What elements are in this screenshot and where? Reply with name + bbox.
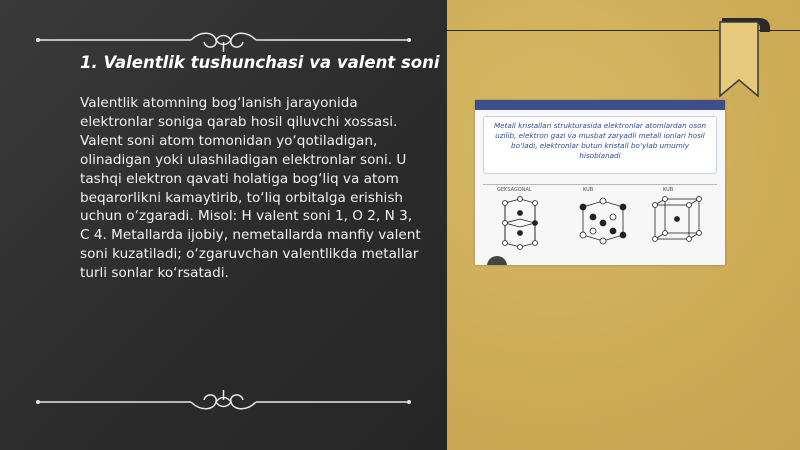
lattice-label: KUB (663, 187, 674, 193)
lattice-diagrams (475, 195, 725, 265)
slide-title: 1. Valentlik tushunchasi va valent soni (80, 53, 440, 72)
bookmark-ribbon-icon (712, 18, 772, 98)
figure-caption: Metall kristallari strukturasida elektronlar atomlardan oson uzilib, elektron gazi va musbat zaryadli metall ionlari hosil bo‘ladi, elektronlar butun kristall bo‘ylab umumiy hisoblanadi (483, 116, 717, 174)
figure-header-strip (475, 100, 725, 110)
top-ornament-icon (36, 28, 411, 52)
fcc-lattice-icon (580, 198, 626, 244)
crystal-figure (475, 100, 725, 265)
hexagonal-lattice-icon (503, 197, 538, 250)
lattice-label: KUB (583, 187, 594, 193)
figure-divider (483, 184, 717, 185)
slide-body: Valentlik atomning bog‘lanish jarayonida elektronlar soniga qarab hosil qiluvchi xossasi. Valent soni atom tomonidan yo‘qotiladigan, olinadigan yoki ulashiladigan elektronlar soni. U tashqi elektron qavati holatiga bog‘liq va atom beqarorlikni kamaytirib, to‘liq orbitalga erishish uchun o‘zgaradi. Misol: H valent soni 1, O 2, N 3, C 4. Metallarda ijobiy, nemetallarda manfiy valent soni kuzatiladi; o‘zgaruvchan valentlikda metallar turli sonlar ko‘rsatadi. (80, 95, 421, 282)
lattice-label: GEKSAGONAL (497, 187, 532, 193)
bottom-ornament-icon (36, 390, 411, 414)
cubic-lattice-icon (653, 197, 702, 242)
